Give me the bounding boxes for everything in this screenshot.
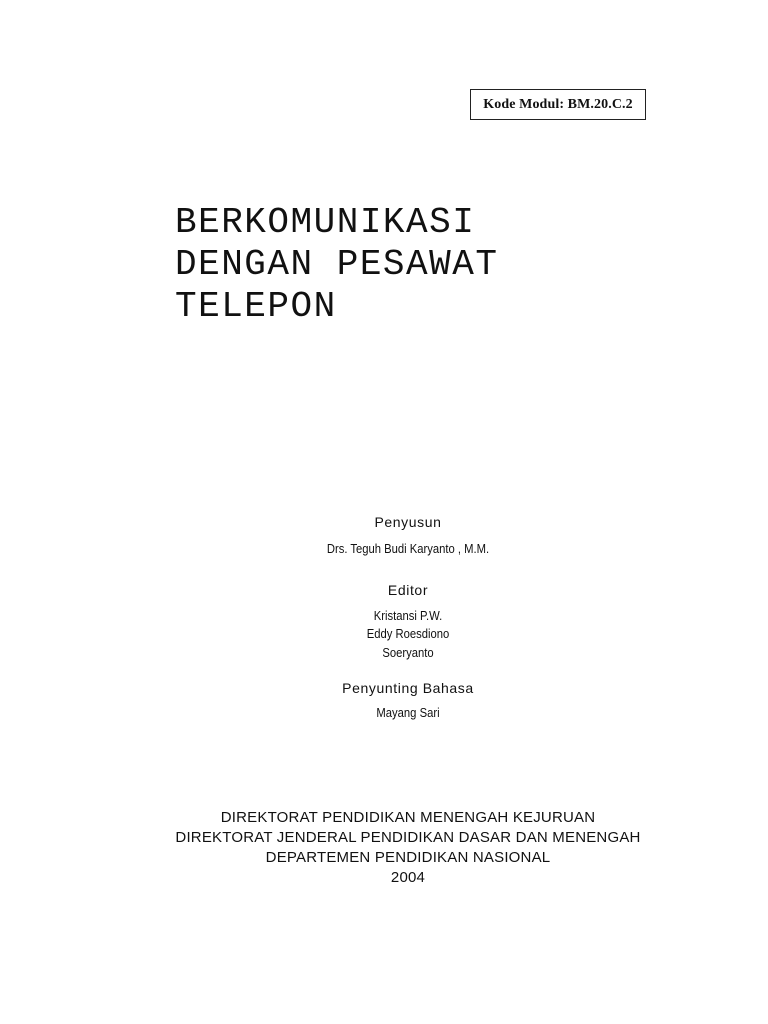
institution-line-2: DIREKTORAT JENDERAL PENDIDIKAN DASAR DAN MENENGAH bbox=[175, 829, 641, 846]
title-line-3: TELEPON bbox=[175, 286, 337, 327]
title-line-2: DENGAN PESAWAT bbox=[175, 244, 499, 285]
author-label: Penyusun bbox=[374, 514, 442, 530]
module-code-box bbox=[470, 89, 646, 120]
institution-line-1: DIREKTORAT PENDIDIKAN MENENGAH KEJURUAN bbox=[220, 809, 596, 826]
editor-label: Editor bbox=[387, 582, 429, 598]
editor-name-3: Soeryanto bbox=[382, 646, 434, 660]
module-code: Kode Modul: BM.20.C.2 bbox=[483, 96, 633, 112]
module-title bbox=[175, 202, 498, 328]
editor-name-2: Eddy Roesdiono bbox=[366, 627, 450, 641]
editor-name-1: Kristansi P.W. bbox=[373, 609, 443, 623]
language-editor-label: Penyunting Bahasa bbox=[342, 680, 474, 696]
title-line-1: BERKOMUNIKASI bbox=[175, 202, 476, 243]
author-name: Drs. Teguh Budi Karyanto , M.M. bbox=[326, 542, 490, 556]
publication-year: 2004 bbox=[390, 869, 426, 886]
institution-line-3: DEPARTEMEN PENDIDIKAN NASIONAL bbox=[265, 849, 551, 866]
language-editor-name: Mayang Sari bbox=[376, 706, 440, 720]
